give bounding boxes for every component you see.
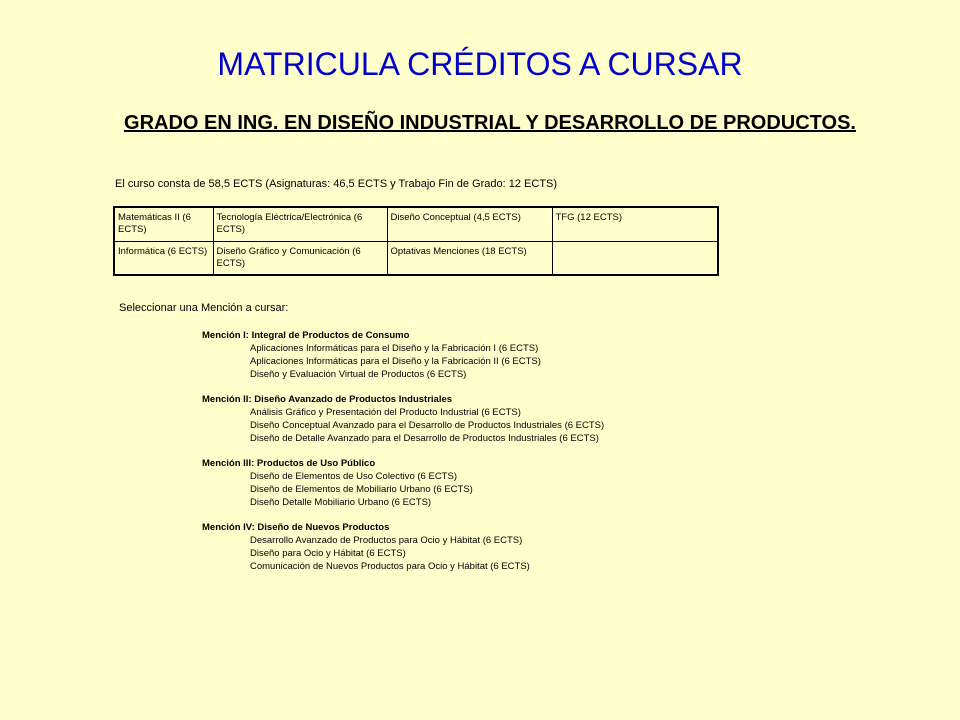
course-summary: El curso consta de 58,5 ECTS (Asignaturas: 46,5 ECTS y Trabajo Fin de Grado: 12 ECTS) [115,178,558,190]
table-cell: Diseño Gráfico y Comunicación (6 ECTS) [213,241,387,275]
mention-block [202,329,882,381]
select-mention-label: Seleccionar una Mención a cursar: [119,302,289,314]
list-item: Diseño Conceptual Avanzado para el Desarrollo de Productos Industriales (6 ECTS) [250,420,605,431]
mention-block [202,457,882,509]
list-item: Aplicaciones Informáticas para el Diseño y la Fabricación I (6 ECTS) [250,343,539,354]
list-item: Diseño para Ocio y Hábitat (6 ECTS) [250,548,406,559]
table-cell: Matemáticas II (6 ECTS) [114,207,213,241]
list-item: Diseño Detalle Mobiliario Urbano (6 ECTS) [250,497,432,508]
table-row [114,207,718,241]
table-row [114,241,718,275]
list-item: Comunicación de Nuevos Productos para Ocio y Hábitat (6 ECTS) [250,561,530,572]
list-item: Diseño de Elementos de Mobiliario Urbano (6 ECTS) [250,484,473,495]
list-item: Diseño y Evaluación Virtual de Productos (6 ECTS) [250,369,467,380]
subjects-table [113,206,719,276]
table-cell: Informática (6 ECTS) [114,241,213,275]
mention-title: Mención II: Diseño Avanzado de Productos Industriales [202,394,453,405]
list-item: Aplicaciones Informáticas para el Diseño y la Fabricación II (6 ECTS) [250,356,541,367]
list-item: Diseño de Detalle Avanzado para el Desarrollo de Productos Industriales (6 ECTS) [250,433,599,444]
table-cell: Optativas Menciones (18 ECTS) [387,241,552,275]
table-cell: Tecnología Eléctrica/Electrónica (6 ECTS) [213,207,387,241]
mention-title: Mención III: Productos de Uso Público [202,458,376,469]
mention-title: Mención I: Integral de Productos de Consumo [202,330,410,341]
page-title: MATRICULA CRÉDITOS A CURSAR [217,46,743,82]
mention-block [202,393,882,445]
mention-title: Mención IV: Diseño de Nuevos Productos [202,522,390,533]
table-cell [552,241,718,275]
list-item: Análisis Gráfico y Presentación del Producto Industrial (6 ECTS) [250,407,521,418]
list-item: Diseño de Elementos de Uso Colectivo (6 ECTS) [250,471,457,482]
mention-block [202,521,882,573]
list-item: Desarrollo Avanzado de Productos para Ocio y Hábitat (6 ECTS) [250,535,523,546]
degree-title: GRADO EN ING. EN DISEÑO INDUSTRIAL Y DESARROLLO DE PRODUCTOS. [124,112,856,134]
mentions-list [202,329,882,585]
table-cell: Diseño Conceptual (4,5 ECTS) [387,207,552,241]
table-cell: TFG (12 ECTS) [555,212,623,223]
